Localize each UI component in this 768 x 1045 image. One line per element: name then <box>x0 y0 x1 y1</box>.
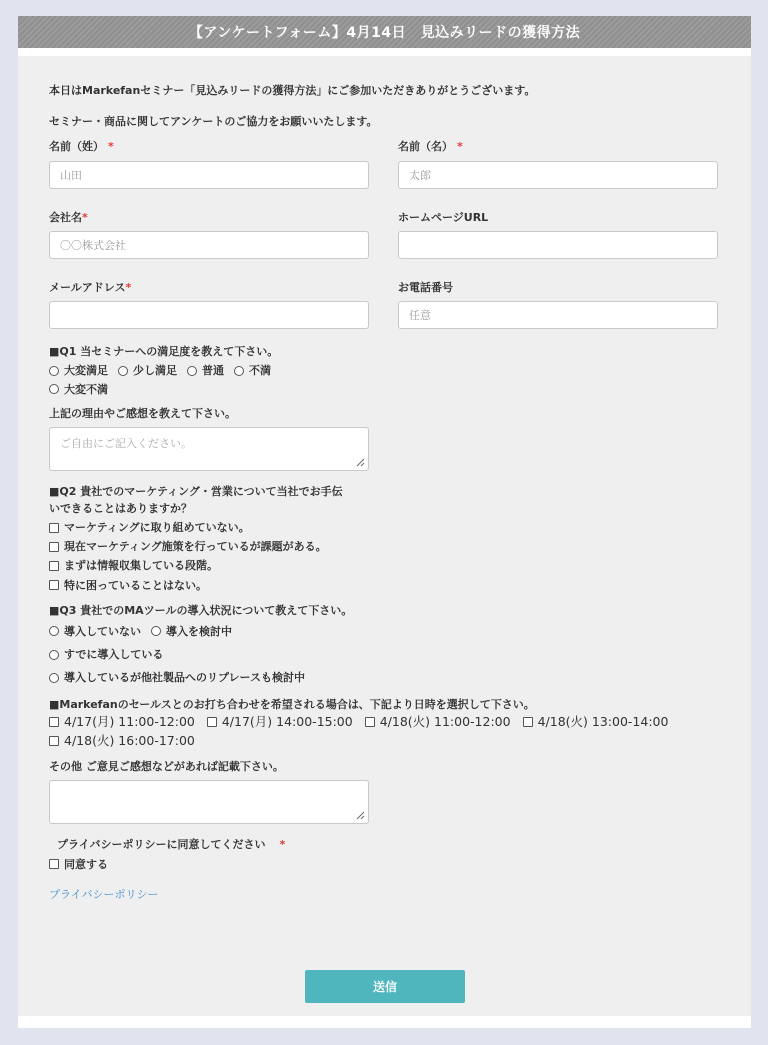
homepage-label: ホームページURL <box>398 210 489 224</box>
q1-question: ■Q1 当セミナーへの満足度を教えて下さい。 <box>49 344 279 358</box>
meeting-option[interactable]: 4/18(火) 16:00-17:00 <box>49 732 195 750</box>
first-name-input[interactable]: 太郎 <box>398 161 718 189</box>
checkbox-icon <box>523 717 533 727</box>
last-name-label: 名前（姓） * <box>49 140 114 154</box>
phone-label: お電話番号 <box>398 280 453 294</box>
required-mark: * <box>457 140 463 154</box>
checkbox-icon <box>49 561 59 571</box>
company-input[interactable]: 〇〇株式会社 <box>49 231 369 259</box>
q2-question: ■Q2 貴社でのマーケティング・営業について当社でお手伝 いできることはありますか？ <box>49 485 343 516</box>
privacy-section <box>49 838 720 903</box>
company-label: 会社名* <box>49 210 88 224</box>
meeting-question: ■Markefanのセールスとのお打ち合わせを希望される場合は、下記より日時を選択して下さい。 <box>49 698 535 712</box>
q2-option[interactable]: まずは情報収集している段階。 <box>49 557 720 574</box>
q2-option[interactable]: マーケティングに取り組めていない。 <box>49 519 720 536</box>
reason-label: 上記の理由やご感想を教えて下さい。 <box>49 407 236 421</box>
form-container <box>18 16 751 1028</box>
checkbox-icon <box>49 736 59 746</box>
required-mark: * <box>108 140 114 154</box>
required-mark: * <box>125 280 132 294</box>
q3-options <box>49 621 720 690</box>
reason-section <box>49 407 720 471</box>
q3-option[interactable]: 導入していない <box>49 621 141 642</box>
q1-section <box>49 343 720 399</box>
other-textarea[interactable] <box>49 780 369 824</box>
radio-icon <box>49 384 59 394</box>
q1-option[interactable]: 大変不満 <box>49 381 108 398</box>
q1-option[interactable]: 少し満足 <box>118 362 177 379</box>
meeting-section <box>49 696 720 751</box>
checkbox-icon <box>49 542 59 552</box>
privacy-label: プライバシーポリシーに同意してください * <box>57 837 286 851</box>
meeting-option[interactable]: 4/18(火) 13:00-14:00 <box>523 713 669 731</box>
q3-question: ■Q3 貴社でのMAツールの導入状況について教えて下さい。 <box>49 603 353 617</box>
reason-textarea[interactable]: ご自由にご記入ください。 <box>49 427 369 471</box>
radio-icon <box>49 673 59 683</box>
q3-option[interactable]: 導入しているが他社製品へのリプレースも検討中 <box>49 667 305 688</box>
footer-strip <box>18 1016 751 1028</box>
q1-options <box>49 362 720 399</box>
q2-options <box>49 519 720 593</box>
homepage-input[interactable] <box>398 231 718 259</box>
header-divider <box>18 48 751 56</box>
intro-text-2: セミナー・商品に関してアンケートのご協力をお願いいたします。 <box>49 115 378 129</box>
radio-icon <box>49 650 59 660</box>
radio-icon <box>151 626 161 636</box>
other-section <box>49 760 720 824</box>
checkbox-icon <box>49 859 59 869</box>
resize-grip-icon[interactable] <box>356 811 365 820</box>
checkbox-icon <box>49 580 59 590</box>
checkbox-icon <box>365 717 375 727</box>
phone-input[interactable]: 任意 <box>398 301 718 329</box>
first-name-label: 名前（名） * <box>398 140 463 154</box>
q2-option[interactable]: 現在マーケティング施策を行っているが課題がある。 <box>49 538 720 555</box>
q1-option[interactable]: 不満 <box>234 362 271 379</box>
email-input[interactable] <box>49 301 369 329</box>
q1-option[interactable]: 大変満足 <box>49 362 108 379</box>
form-header <box>18 16 751 48</box>
radio-icon <box>187 366 197 376</box>
radio-icon <box>49 366 59 376</box>
radio-icon <box>118 366 128 376</box>
resize-grip-icon[interactable] <box>356 458 365 467</box>
required-mark: * <box>82 210 88 224</box>
checkbox-icon <box>207 717 217 727</box>
checkbox-icon <box>49 717 59 727</box>
radio-icon <box>234 366 244 376</box>
intro-text-1: 本日はMarkefanセミナー「見込みリードの獲得方法」にご参加いただきありがとうございます。 <box>49 84 536 97</box>
submit-button[interactable]: 送信 <box>305 970 465 1003</box>
privacy-policy-link[interactable]: プライバシーポリシー <box>49 888 159 902</box>
form-body <box>18 56 751 902</box>
email-label: メールアドレス* <box>49 280 132 294</box>
q2-section <box>49 483 720 593</box>
radio-icon <box>49 626 59 636</box>
last-name-input[interactable]: 山田 <box>49 161 369 189</box>
required-mark: * <box>279 837 286 851</box>
meeting-option[interactable]: 4/17(月) 14:00-15:00 <box>207 713 353 731</box>
q3-option[interactable]: 導入を検討中 <box>151 621 232 642</box>
meeting-option[interactable]: 4/18(火) 11:00-12:00 <box>365 713 511 731</box>
q2-option[interactable]: 特に困っていることはない。 <box>49 577 720 594</box>
checkbox-icon <box>49 523 59 533</box>
privacy-agree[interactable]: 同意する <box>49 856 720 875</box>
other-label: その他 ご意見ご感想などがあれば記載下さい。 <box>49 759 284 773</box>
form-title: 【アンケートフォーム】4月14日 見込みリードの獲得方法 <box>188 25 581 41</box>
meeting-options <box>49 713 720 751</box>
q3-option[interactable]: すでに導入している <box>49 644 163 665</box>
q3-section <box>49 602 720 691</box>
q1-option[interactable]: 普通 <box>187 362 224 379</box>
meeting-option[interactable]: 4/17(月) 11:00-12:00 <box>49 713 195 731</box>
